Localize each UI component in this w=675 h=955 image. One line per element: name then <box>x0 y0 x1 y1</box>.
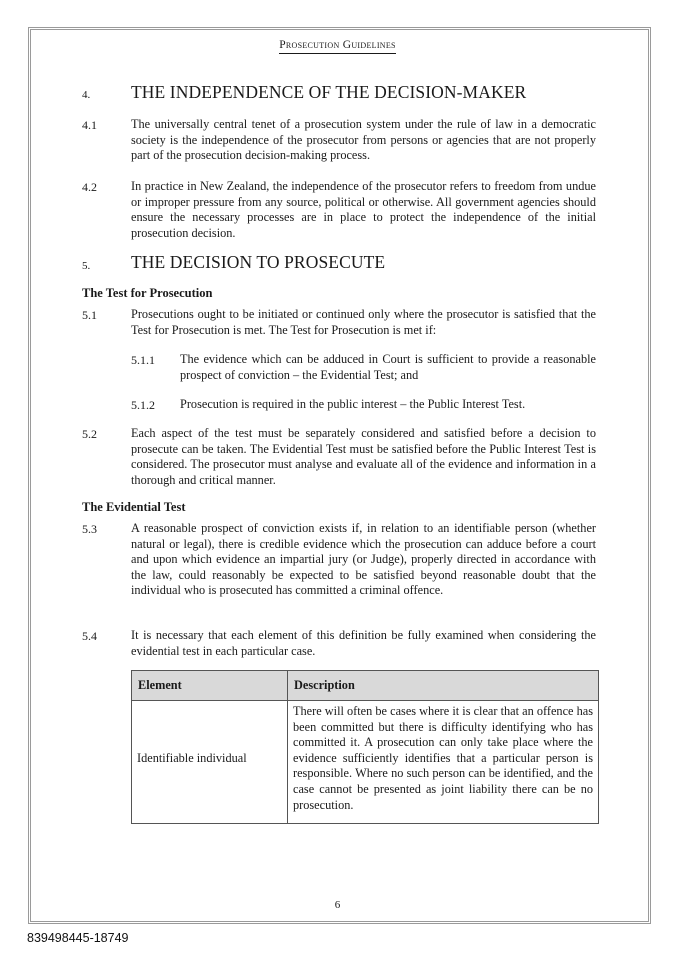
subheading-test-for-prosecution: The Test for Prosecution <box>82 286 213 300</box>
para-5-2-number: 5.2 <box>82 427 97 441</box>
section-5-number: 5. <box>82 260 91 272</box>
para-5-2-text: Each aspect of the test must be separately considered and satisfied before a decision to prosecute can be taken. The Evidential Test must be satisfied before the Public Interest Test is considered. The prosecutor must analyse and evaluate all of the evidence and information in a thorough and critical manner. <box>131 426 596 487</box>
para-4-2-number: 4.2 <box>82 180 97 194</box>
para-5-1-number: 5.1 <box>82 308 97 322</box>
section-4-number: 4. <box>82 89 91 101</box>
document-id: 839498445-18749 <box>27 931 129 945</box>
evidential-elements-table <box>131 670 599 824</box>
para-5-3-number: 5.3 <box>82 522 97 536</box>
para-5-4-text: It is necessary that each element of this definition be fully examined when considering the evidential test in each particular case. <box>131 628 596 658</box>
para-4-1-text: The universally central tenet of a prosecution system under the rule of law in a democratic society is the independence of the prosecutor from persons or agencies that are not properly part of the prosecution decision-making process. <box>131 117 596 163</box>
running-header-text: Prosecution Guidelines <box>279 39 396 54</box>
para-5-1-2-text: Prosecution is required in the public interest – the Public Interest Test. <box>180 397 526 411</box>
section-5-title: THE DECISION TO PROSECUTE <box>131 252 386 272</box>
table-cell-description: There will often be cases where it is clear that an offence has been committed but there is difficulty identifying who has committed it. A prosecution can only take place where the evidence sufficiently identifies that a particular person is responsible. Where no such person can be identified, and the case cannot be presented as joint liability there can be no prosecution. <box>288 701 599 824</box>
table-header-description: Description <box>288 671 599 701</box>
para-4-2-text: In practice in New Zealand, the independence of the prosecutor refers to freedom from undue or improper pressure from any source, political or otherwise. All government agencies should ensure the necessary processes are in place to protect the independence of the initial prosecution decision. <box>131 179 596 240</box>
para-5-3-text: A reasonable prospect of conviction exists if, in relation to an identifiable person (whether natural or legal), there is credible evidence which the prosecution can adduce before a court and upon which evidence an impartial jury (or Judge), properly directed in accordance with the law, could reasonably be expected to be satisfied beyond reasonable doubt that the individual who is prosecuted has committed a criminal offence. <box>131 521 596 598</box>
table-row <box>132 701 599 824</box>
para-5-1-1-text: The evidence which can be adduced in Court is sufficient to provide a reasonable prospect of conviction – the Evidential Test; and <box>180 352 596 382</box>
table-header-element: Element <box>132 671 288 701</box>
para-5-1-1-number: 5.1.1 <box>131 353 155 367</box>
table-cell-element: Identifiable individual <box>132 701 288 824</box>
para-5-1-2-number: 5.1.2 <box>131 398 155 412</box>
section-4-title: THE INDEPENDENCE OF THE DECISION-MAKER <box>131 82 527 102</box>
running-header <box>0 39 675 51</box>
page-number: 6 <box>334 899 341 911</box>
para-5-1-text: Prosecutions ought to be initiated or continued only where the prosecutor is satisfied that the Test for Prosecution is met. The Test for Prosecution is met if: <box>131 307 596 337</box>
table-header-row <box>132 671 599 701</box>
subheading-evidential-test: The Evidential Test <box>82 500 186 514</box>
para-4-1-number: 4.1 <box>82 118 97 132</box>
para-5-4-number: 5.4 <box>82 629 97 643</box>
